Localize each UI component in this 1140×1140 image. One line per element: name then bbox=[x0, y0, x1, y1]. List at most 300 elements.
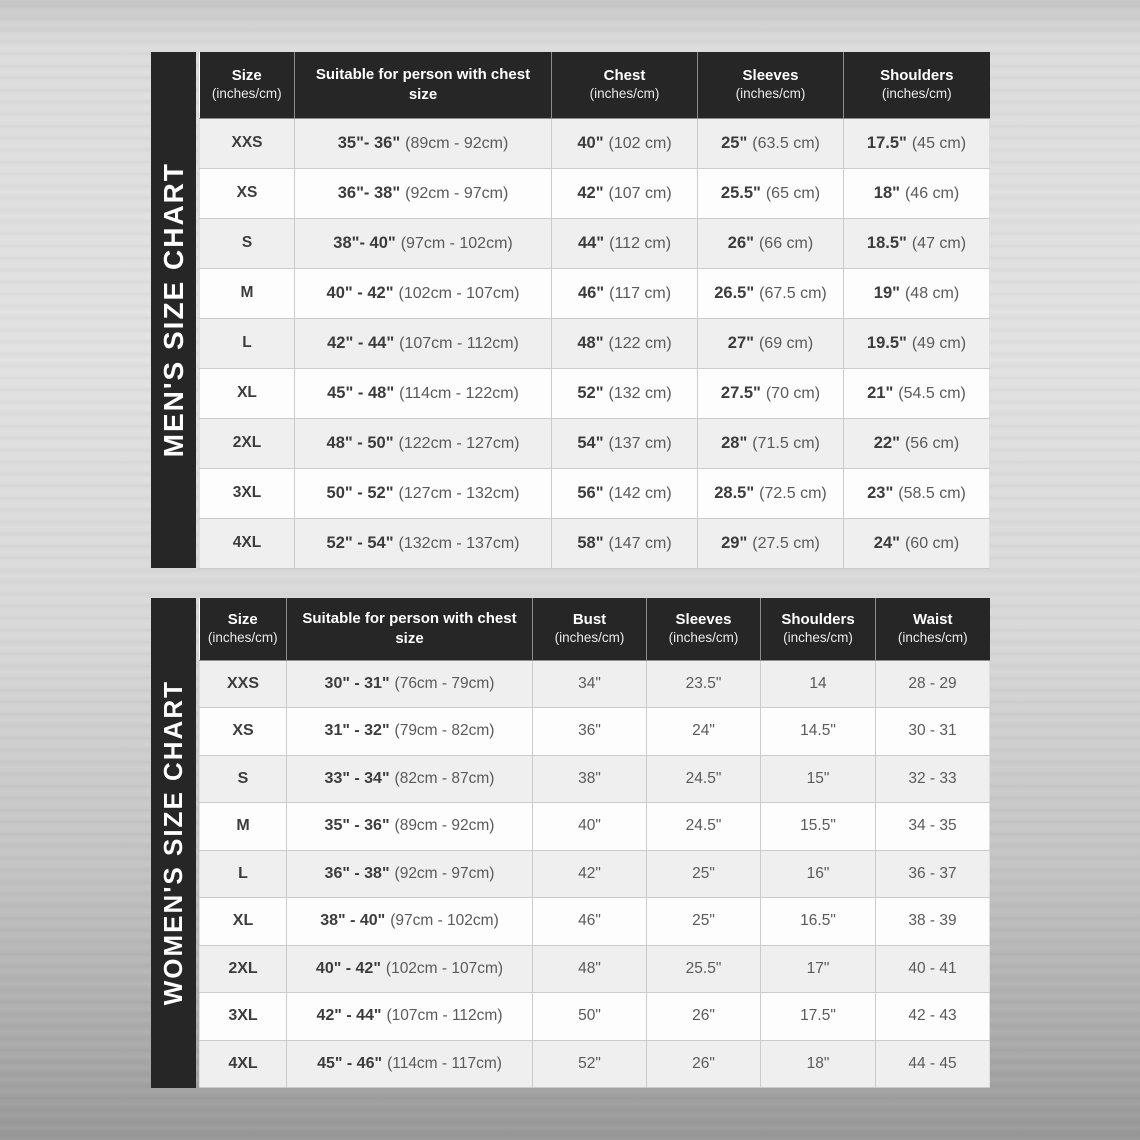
shoulders-cell bbox=[761, 993, 876, 1041]
value-detail: (132cm - 137cm) bbox=[398, 534, 520, 552]
chest-cell bbox=[552, 268, 698, 318]
size-label: XL bbox=[237, 384, 257, 401]
table-row bbox=[200, 368, 990, 418]
value-main: 23.5" bbox=[685, 674, 722, 692]
size-column-header bbox=[200, 52, 295, 118]
size-cell bbox=[200, 418, 295, 468]
value-main: 40" bbox=[577, 133, 604, 152]
suitable-column-header bbox=[287, 598, 533, 660]
table-row bbox=[200, 218, 990, 268]
value-main: 56" bbox=[577, 483, 604, 502]
value-detail: (70 cm) bbox=[765, 384, 821, 402]
shoulders-cell bbox=[844, 268, 990, 318]
value-detail: (48 cm) bbox=[904, 284, 960, 302]
suitable-cell bbox=[287, 660, 533, 708]
value-detail: (67.5 cm) bbox=[759, 284, 827, 302]
size-cell bbox=[200, 993, 287, 1041]
size-label: 2XL bbox=[228, 959, 258, 977]
chest-cell bbox=[552, 218, 698, 268]
table-row bbox=[200, 993, 990, 1041]
value-detail: (76cm - 79cm) bbox=[394, 674, 495, 692]
suitable-cell bbox=[287, 1040, 533, 1088]
womens-size-table bbox=[199, 598, 990, 1088]
sleeves-cell bbox=[647, 945, 761, 993]
suitable-cell bbox=[287, 993, 533, 1041]
mens-table-header bbox=[200, 52, 990, 118]
value-main: 24" bbox=[692, 722, 715, 740]
table-row bbox=[200, 318, 990, 368]
mens-table-body bbox=[200, 118, 990, 568]
waist-cell bbox=[876, 898, 990, 946]
sleeves-cell bbox=[647, 708, 761, 756]
value-detail: (69 cm) bbox=[758, 334, 814, 352]
sleeves-cell bbox=[698, 518, 844, 568]
table-row bbox=[200, 660, 990, 708]
shoulders-cell bbox=[844, 218, 990, 268]
value-main: 30" - 31" bbox=[324, 674, 390, 692]
value-detail: (137 cm) bbox=[608, 434, 672, 452]
sleeves-cell bbox=[647, 850, 761, 898]
bust-cell bbox=[533, 1040, 647, 1088]
table-row bbox=[200, 468, 990, 518]
value-main: 33" - 34" bbox=[324, 769, 390, 787]
size-cell bbox=[200, 318, 295, 368]
value-main: 29" bbox=[721, 533, 748, 552]
value-main: 40" - 42" bbox=[326, 283, 394, 302]
value-main: 42" - 44" bbox=[316, 1007, 382, 1025]
suitable-cell bbox=[295, 468, 552, 518]
value-detail: (92cm - 97cm) bbox=[405, 184, 509, 202]
shoulders-cell bbox=[761, 1040, 876, 1088]
value-detail: (107cm - 112cm) bbox=[386, 1007, 503, 1025]
shoulders-column-header bbox=[844, 52, 990, 118]
shoulders-cell bbox=[844, 118, 990, 168]
size-cell bbox=[200, 755, 287, 803]
value-detail: (127cm - 132cm) bbox=[398, 484, 520, 502]
value-main: 28 - 29 bbox=[908, 674, 957, 692]
size-cell bbox=[200, 803, 287, 851]
table-row bbox=[200, 945, 990, 993]
value-detail: (71.5 cm) bbox=[752, 434, 820, 452]
shoulders-column-header bbox=[761, 598, 876, 660]
value-main: 42 - 43 bbox=[908, 1007, 957, 1025]
size-label: XXS bbox=[226, 674, 259, 692]
value-main: 25.5" bbox=[720, 183, 761, 202]
sleeves-cell bbox=[647, 898, 761, 946]
value-detail: (63.5 cm) bbox=[752, 134, 820, 152]
value-detail: (56 cm) bbox=[904, 434, 960, 452]
value-main: 52" bbox=[578, 1054, 601, 1072]
value-detail: (60 cm) bbox=[904, 534, 960, 552]
sleeves-cell bbox=[698, 368, 844, 418]
waist-cell bbox=[876, 945, 990, 993]
suitable-cell bbox=[295, 418, 552, 468]
bust-cell bbox=[533, 660, 647, 708]
value-main: 54" bbox=[577, 433, 604, 452]
value-main: 34" bbox=[578, 674, 601, 692]
value-main: 42" - 44" bbox=[327, 333, 395, 352]
value-detail: (102 cm) bbox=[608, 134, 672, 152]
value-main: 17" bbox=[806, 959, 830, 977]
column-header-units: (inches/cm) bbox=[554, 630, 625, 646]
value-detail: (97cm - 102cm) bbox=[390, 912, 499, 930]
size-label: S bbox=[237, 769, 249, 787]
womens-chart-title-bar bbox=[151, 598, 196, 1088]
chest-cell bbox=[552, 418, 698, 468]
shoulders-cell bbox=[761, 755, 876, 803]
value-main: 32 - 33 bbox=[908, 769, 957, 787]
waist-cell bbox=[876, 708, 990, 756]
value-main: 48" bbox=[578, 959, 601, 977]
value-main: 52" bbox=[577, 383, 604, 402]
bust-cell bbox=[533, 803, 647, 851]
value-main: 46" bbox=[578, 912, 601, 930]
value-detail: (89cm - 92cm) bbox=[394, 817, 495, 835]
suitable-cell bbox=[287, 803, 533, 851]
value-main: 48" bbox=[577, 333, 604, 352]
value-main: 38" - 40" bbox=[320, 912, 386, 930]
shoulders-cell bbox=[844, 318, 990, 368]
suitable-cell bbox=[295, 168, 552, 218]
value-main: 27" bbox=[727, 333, 754, 352]
value-main: 45" - 46" bbox=[317, 1054, 383, 1072]
value-detail: (46 cm) bbox=[904, 184, 960, 202]
column-header-title: Suitable for person with chest size bbox=[315, 66, 531, 103]
shoulders-cell bbox=[761, 898, 876, 946]
sleeves-cell bbox=[647, 993, 761, 1041]
value-detail: (107cm - 112cm) bbox=[399, 334, 519, 352]
value-detail: (122 cm) bbox=[608, 334, 672, 352]
value-main: 28.5" bbox=[714, 483, 755, 502]
suitable-cell bbox=[287, 898, 533, 946]
suitable-cell bbox=[287, 755, 533, 803]
value-detail: (72.5 cm) bbox=[759, 484, 827, 502]
value-main: 19" bbox=[873, 283, 900, 302]
womens-size-chart-section bbox=[151, 598, 990, 1088]
column-header-title: Sleeves bbox=[742, 66, 799, 84]
value-detail: (82cm - 87cm) bbox=[394, 769, 495, 787]
chest-cell bbox=[552, 118, 698, 168]
value-main: 58" bbox=[577, 533, 604, 552]
mens-chart-title: MEN'S SIZE CHART bbox=[157, 162, 189, 458]
table-row bbox=[200, 898, 990, 946]
size-label: XL bbox=[232, 912, 254, 930]
value-main: 27.5" bbox=[720, 383, 761, 402]
column-header-units: (inches/cm) bbox=[668, 630, 739, 646]
table-row bbox=[200, 518, 990, 568]
value-main: 25" bbox=[692, 912, 715, 930]
value-detail: (122cm - 127cm) bbox=[398, 434, 520, 452]
value-detail: (65 cm) bbox=[765, 184, 821, 202]
shoulders-cell bbox=[844, 518, 990, 568]
value-main: 18" bbox=[806, 1054, 830, 1072]
size-label: 3XL bbox=[232, 484, 262, 501]
sleeves-cell bbox=[647, 803, 761, 851]
bust-column-header bbox=[533, 598, 647, 660]
chest-cell bbox=[552, 318, 698, 368]
column-header-title: Size bbox=[227, 610, 258, 628]
value-main: 34 - 35 bbox=[908, 817, 957, 835]
mens-chart-title-bar bbox=[151, 52, 196, 568]
mens-size-chart-section bbox=[151, 52, 990, 568]
value-main: 50" - 52" bbox=[326, 483, 394, 502]
column-header-title: Size bbox=[231, 66, 262, 84]
value-main: 52" - 54" bbox=[326, 533, 394, 552]
value-main: 40" bbox=[578, 817, 601, 835]
size-label: 4XL bbox=[228, 1054, 258, 1072]
column-header-title: Sleeves bbox=[675, 610, 732, 628]
size-cell bbox=[200, 1040, 287, 1088]
waist-cell bbox=[876, 803, 990, 851]
value-main: 50" bbox=[578, 1007, 601, 1025]
size-cell bbox=[200, 518, 295, 568]
value-detail: (45 cm) bbox=[911, 134, 967, 152]
shoulders-cell bbox=[761, 660, 876, 708]
womens-table-body bbox=[200, 660, 990, 1088]
mens-size-table bbox=[199, 52, 990, 569]
value-detail: (79cm - 82cm) bbox=[394, 722, 495, 740]
column-header-title: Shoulders bbox=[880, 66, 954, 84]
value-main: 14.5" bbox=[800, 722, 836, 740]
value-main: 36" bbox=[578, 722, 601, 740]
column-header-units: (inches/cm) bbox=[589, 86, 660, 102]
value-main: 25" bbox=[692, 864, 715, 882]
value-main: 17.5" bbox=[866, 133, 907, 152]
value-detail: (114cm - 117cm) bbox=[387, 1054, 502, 1072]
value-main: 38"- 40" bbox=[333, 233, 396, 252]
value-main: 35"- 36" bbox=[337, 133, 401, 152]
value-detail: (142 cm) bbox=[608, 484, 672, 502]
sleeves-cell bbox=[698, 118, 844, 168]
value-main: 24.5" bbox=[685, 769, 722, 787]
value-main: 23" bbox=[867, 483, 894, 502]
sleeves-column-header bbox=[647, 598, 761, 660]
sleeves-cell bbox=[698, 168, 844, 218]
size-label: L bbox=[242, 334, 252, 351]
table-row bbox=[200, 850, 990, 898]
value-main: 44 - 45 bbox=[908, 1054, 957, 1072]
size-label: XXS bbox=[231, 134, 263, 151]
waist-cell bbox=[876, 850, 990, 898]
value-main: 36" - 38" bbox=[324, 864, 390, 882]
size-label: S bbox=[241, 234, 253, 251]
value-detail: (47 cm) bbox=[911, 234, 967, 252]
suitable-cell bbox=[295, 218, 552, 268]
value-detail: (147 cm) bbox=[608, 534, 672, 552]
chest-cell bbox=[552, 368, 698, 418]
value-main: 45" - 48" bbox=[327, 383, 395, 402]
size-cell bbox=[200, 168, 295, 218]
column-header-title: Bust bbox=[572, 610, 607, 628]
shoulders-cell bbox=[844, 418, 990, 468]
value-detail: (114cm - 122cm) bbox=[399, 384, 519, 402]
suitable-cell bbox=[295, 318, 552, 368]
suitable-cell bbox=[287, 850, 533, 898]
suitable-cell bbox=[287, 708, 533, 756]
value-main: 15" bbox=[806, 769, 830, 787]
value-main: 30 - 31 bbox=[908, 722, 957, 740]
column-header-units: (inches/cm) bbox=[207, 630, 278, 646]
sleeves-cell bbox=[698, 268, 844, 318]
bust-cell bbox=[533, 898, 647, 946]
bust-cell bbox=[533, 945, 647, 993]
value-main: 18.5" bbox=[866, 233, 907, 252]
column-header-title: Shoulders bbox=[781, 610, 855, 628]
table-row bbox=[200, 755, 990, 803]
value-detail: (89cm - 92cm) bbox=[405, 134, 509, 152]
value-main: 40" - 42" bbox=[315, 959, 381, 977]
value-main: 35" - 36" bbox=[324, 817, 390, 835]
womens-chart-title: WOMEN'S SIZE CHART bbox=[158, 680, 188, 1006]
column-header-title: Chest bbox=[603, 66, 646, 84]
size-label: M bbox=[240, 284, 254, 301]
value-main: 25" bbox=[721, 133, 748, 152]
value-main: 38" bbox=[578, 769, 601, 787]
column-header-units: (inches/cm) bbox=[783, 630, 853, 646]
waist-cell bbox=[876, 660, 990, 708]
column-header-units: (inches/cm) bbox=[735, 86, 806, 102]
value-detail: (117 cm) bbox=[609, 284, 672, 302]
suitable-cell bbox=[295, 368, 552, 418]
value-main: 26" bbox=[692, 1054, 715, 1072]
size-cell bbox=[200, 118, 295, 168]
value-main: 38 - 39 bbox=[908, 912, 957, 930]
column-header-title: Waist bbox=[913, 610, 953, 628]
table-row bbox=[200, 708, 990, 756]
womens-table-header bbox=[200, 598, 990, 660]
value-main: 48" - 50" bbox=[326, 433, 394, 452]
size-label: 4XL bbox=[232, 534, 262, 551]
column-header-units: (inches/cm) bbox=[897, 630, 968, 646]
sleeves-cell bbox=[647, 755, 761, 803]
value-main: 26" bbox=[692, 1007, 715, 1025]
shoulders-cell bbox=[761, 708, 876, 756]
value-main: 28" bbox=[721, 433, 748, 452]
shoulders-cell bbox=[761, 850, 876, 898]
value-main: 44" bbox=[577, 233, 605, 252]
suitable-cell bbox=[295, 118, 552, 168]
shoulders-cell bbox=[844, 168, 990, 218]
table-row bbox=[200, 268, 990, 318]
bust-cell bbox=[533, 993, 647, 1041]
value-detail: (27.5 cm) bbox=[752, 534, 820, 552]
size-label: XS bbox=[236, 184, 258, 201]
value-detail: (107 cm) bbox=[608, 184, 672, 202]
value-detail: (58.5 cm) bbox=[898, 484, 966, 502]
shoulders-cell bbox=[761, 803, 876, 851]
sleeves-cell bbox=[647, 660, 761, 708]
value-main: 26.5" bbox=[714, 283, 755, 302]
bust-cell bbox=[533, 708, 647, 756]
value-main: 26" bbox=[727, 233, 754, 252]
value-main: 16" bbox=[806, 864, 830, 882]
value-main: 36 - 37 bbox=[908, 864, 957, 882]
sleeves-column-header bbox=[698, 52, 844, 118]
size-label: 2XL bbox=[232, 434, 262, 451]
sleeves-cell bbox=[698, 468, 844, 518]
value-main: 31" - 32" bbox=[324, 722, 390, 740]
column-header-title: Suitable for person with chest size bbox=[302, 610, 517, 647]
size-cell bbox=[200, 468, 295, 518]
value-detail: (97cm - 102cm) bbox=[400, 234, 513, 252]
value-main: 19.5" bbox=[866, 333, 907, 352]
value-main: 36"- 38" bbox=[337, 183, 401, 202]
value-detail: (102cm - 107cm) bbox=[385, 959, 504, 977]
bust-cell bbox=[533, 755, 647, 803]
value-detail: (66 cm) bbox=[758, 234, 814, 252]
table-row bbox=[200, 118, 990, 168]
size-cell bbox=[200, 660, 287, 708]
value-main: 24.5" bbox=[685, 817, 722, 835]
waist-cell bbox=[876, 755, 990, 803]
bust-cell bbox=[533, 850, 647, 898]
suitable-cell bbox=[295, 518, 552, 568]
waist-cell bbox=[876, 1040, 990, 1088]
suitable-column-header bbox=[295, 52, 552, 118]
sleeves-cell bbox=[698, 318, 844, 368]
value-detail: (49 cm) bbox=[911, 334, 967, 352]
value-main: 22" bbox=[873, 433, 900, 452]
column-header-units: (inches/cm) bbox=[211, 86, 282, 102]
value-main: 46" bbox=[577, 283, 605, 302]
value-detail: (102cm - 107cm) bbox=[398, 284, 520, 302]
size-cell bbox=[200, 368, 295, 418]
size-cell bbox=[200, 850, 287, 898]
table-row bbox=[200, 1040, 990, 1088]
value-main: 21" bbox=[867, 383, 894, 402]
size-cell bbox=[200, 218, 295, 268]
value-main: 25.5" bbox=[685, 959, 722, 977]
chest-column-header bbox=[552, 52, 698, 118]
sleeves-cell bbox=[647, 1040, 761, 1088]
suitable-cell bbox=[287, 945, 533, 993]
size-column-header bbox=[200, 598, 287, 660]
size-cell bbox=[200, 945, 287, 993]
waist-column-header bbox=[876, 598, 990, 660]
value-detail: (54.5 cm) bbox=[898, 384, 966, 402]
sleeves-cell bbox=[698, 418, 844, 468]
size-label: XS bbox=[232, 722, 254, 740]
value-detail: (112 cm) bbox=[609, 234, 672, 252]
waist-cell bbox=[876, 993, 990, 1041]
value-detail: (132 cm) bbox=[608, 384, 672, 402]
size-cell bbox=[200, 268, 295, 318]
value-main: 15.5" bbox=[800, 817, 836, 835]
size-label: M bbox=[236, 817, 250, 835]
shoulders-cell bbox=[844, 468, 990, 518]
value-main: 14 bbox=[809, 674, 827, 692]
value-main: 17.5" bbox=[800, 1007, 836, 1025]
header-row bbox=[200, 598, 990, 660]
sleeves-cell bbox=[698, 218, 844, 268]
value-main: 42" bbox=[578, 864, 601, 882]
shoulders-cell bbox=[761, 945, 876, 993]
table-row bbox=[200, 418, 990, 468]
value-main: 42" bbox=[577, 183, 604, 202]
shoulders-cell bbox=[844, 368, 990, 418]
value-main: 18" bbox=[873, 183, 900, 202]
size-label: L bbox=[238, 864, 248, 882]
table-row bbox=[200, 168, 990, 218]
suitable-cell bbox=[295, 268, 552, 318]
size-cell bbox=[200, 898, 287, 946]
header-row bbox=[200, 52, 990, 118]
table-row bbox=[200, 803, 990, 851]
value-main: 40 - 41 bbox=[908, 959, 957, 977]
column-header-units: (inches/cm) bbox=[881, 86, 952, 102]
chest-cell bbox=[552, 468, 698, 518]
size-label: 3XL bbox=[228, 1007, 258, 1025]
